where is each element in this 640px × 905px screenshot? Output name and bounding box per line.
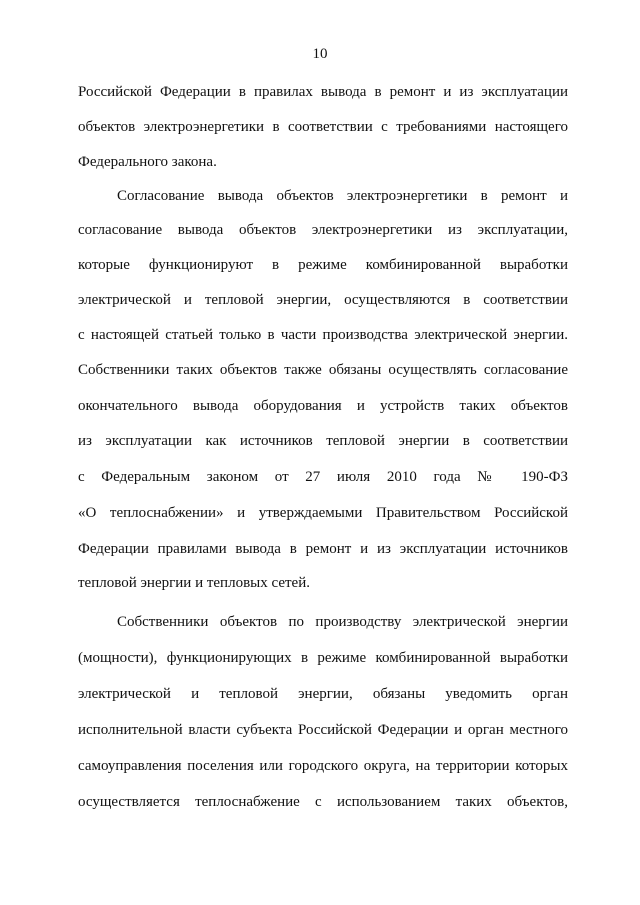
text-line: из эксплуатации как источников тепловой энергии в соответствии [78, 433, 568, 449]
text-line: электрической и тепловой энергии, осуществляются в соответствии [78, 292, 568, 308]
text-line: тепловой энергии и тепловых сетей. [78, 575, 310, 591]
text-line: с Федеральным законом от 27 июля 2010 года № 190-ФЗ [78, 469, 568, 485]
paragraph-first-line: Согласование вывода объектов электроэнергетики в ремонт и [117, 188, 568, 204]
text-line: Федерального закона. [78, 154, 217, 170]
text-line: исполнительной власти субъекта Российской Федерации и орган местного [78, 722, 568, 738]
text-line: с настоящей статьей только в части производства электрической энергии. [78, 327, 568, 343]
text-line: Федерации правилами вывода в ремонт и из эксплуатации источников [78, 541, 568, 557]
text-line: осуществляется теплоснабжение с использованием таких объектов, [78, 794, 568, 810]
text-line: (мощности), функционирующих в режиме комбинированной выработки [78, 650, 568, 666]
text-line: согласование вывода объектов электроэнергетики из эксплуатации, [78, 222, 568, 238]
text-line: электрической и тепловой энергии, обязаны уведомить орган [78, 686, 568, 702]
text-line: которые функционируют в режиме комбинированной выработки [78, 257, 568, 273]
text-line: «О теплоснабжении» и утверждаемыми Правительством Российской [78, 505, 568, 521]
page-number: 10 [312, 46, 328, 62]
paragraph-first-line: Собственники объектов по производству электрической энергии [117, 614, 568, 630]
text-line: окончательного вывода оборудования и устройств таких объектов [78, 398, 568, 414]
text-line: Российской Федерации в правилах вывода в ремонт и из эксплуатации [78, 84, 568, 100]
text-line: объектов электроэнергетики в соответствии с требованиями настоящего [78, 119, 568, 135]
text-line: Собственники таких объектов также обязаны осуществлять согласование [78, 362, 568, 378]
text-line: самоуправления поселения или городского округа, на территории которых [78, 758, 568, 774]
